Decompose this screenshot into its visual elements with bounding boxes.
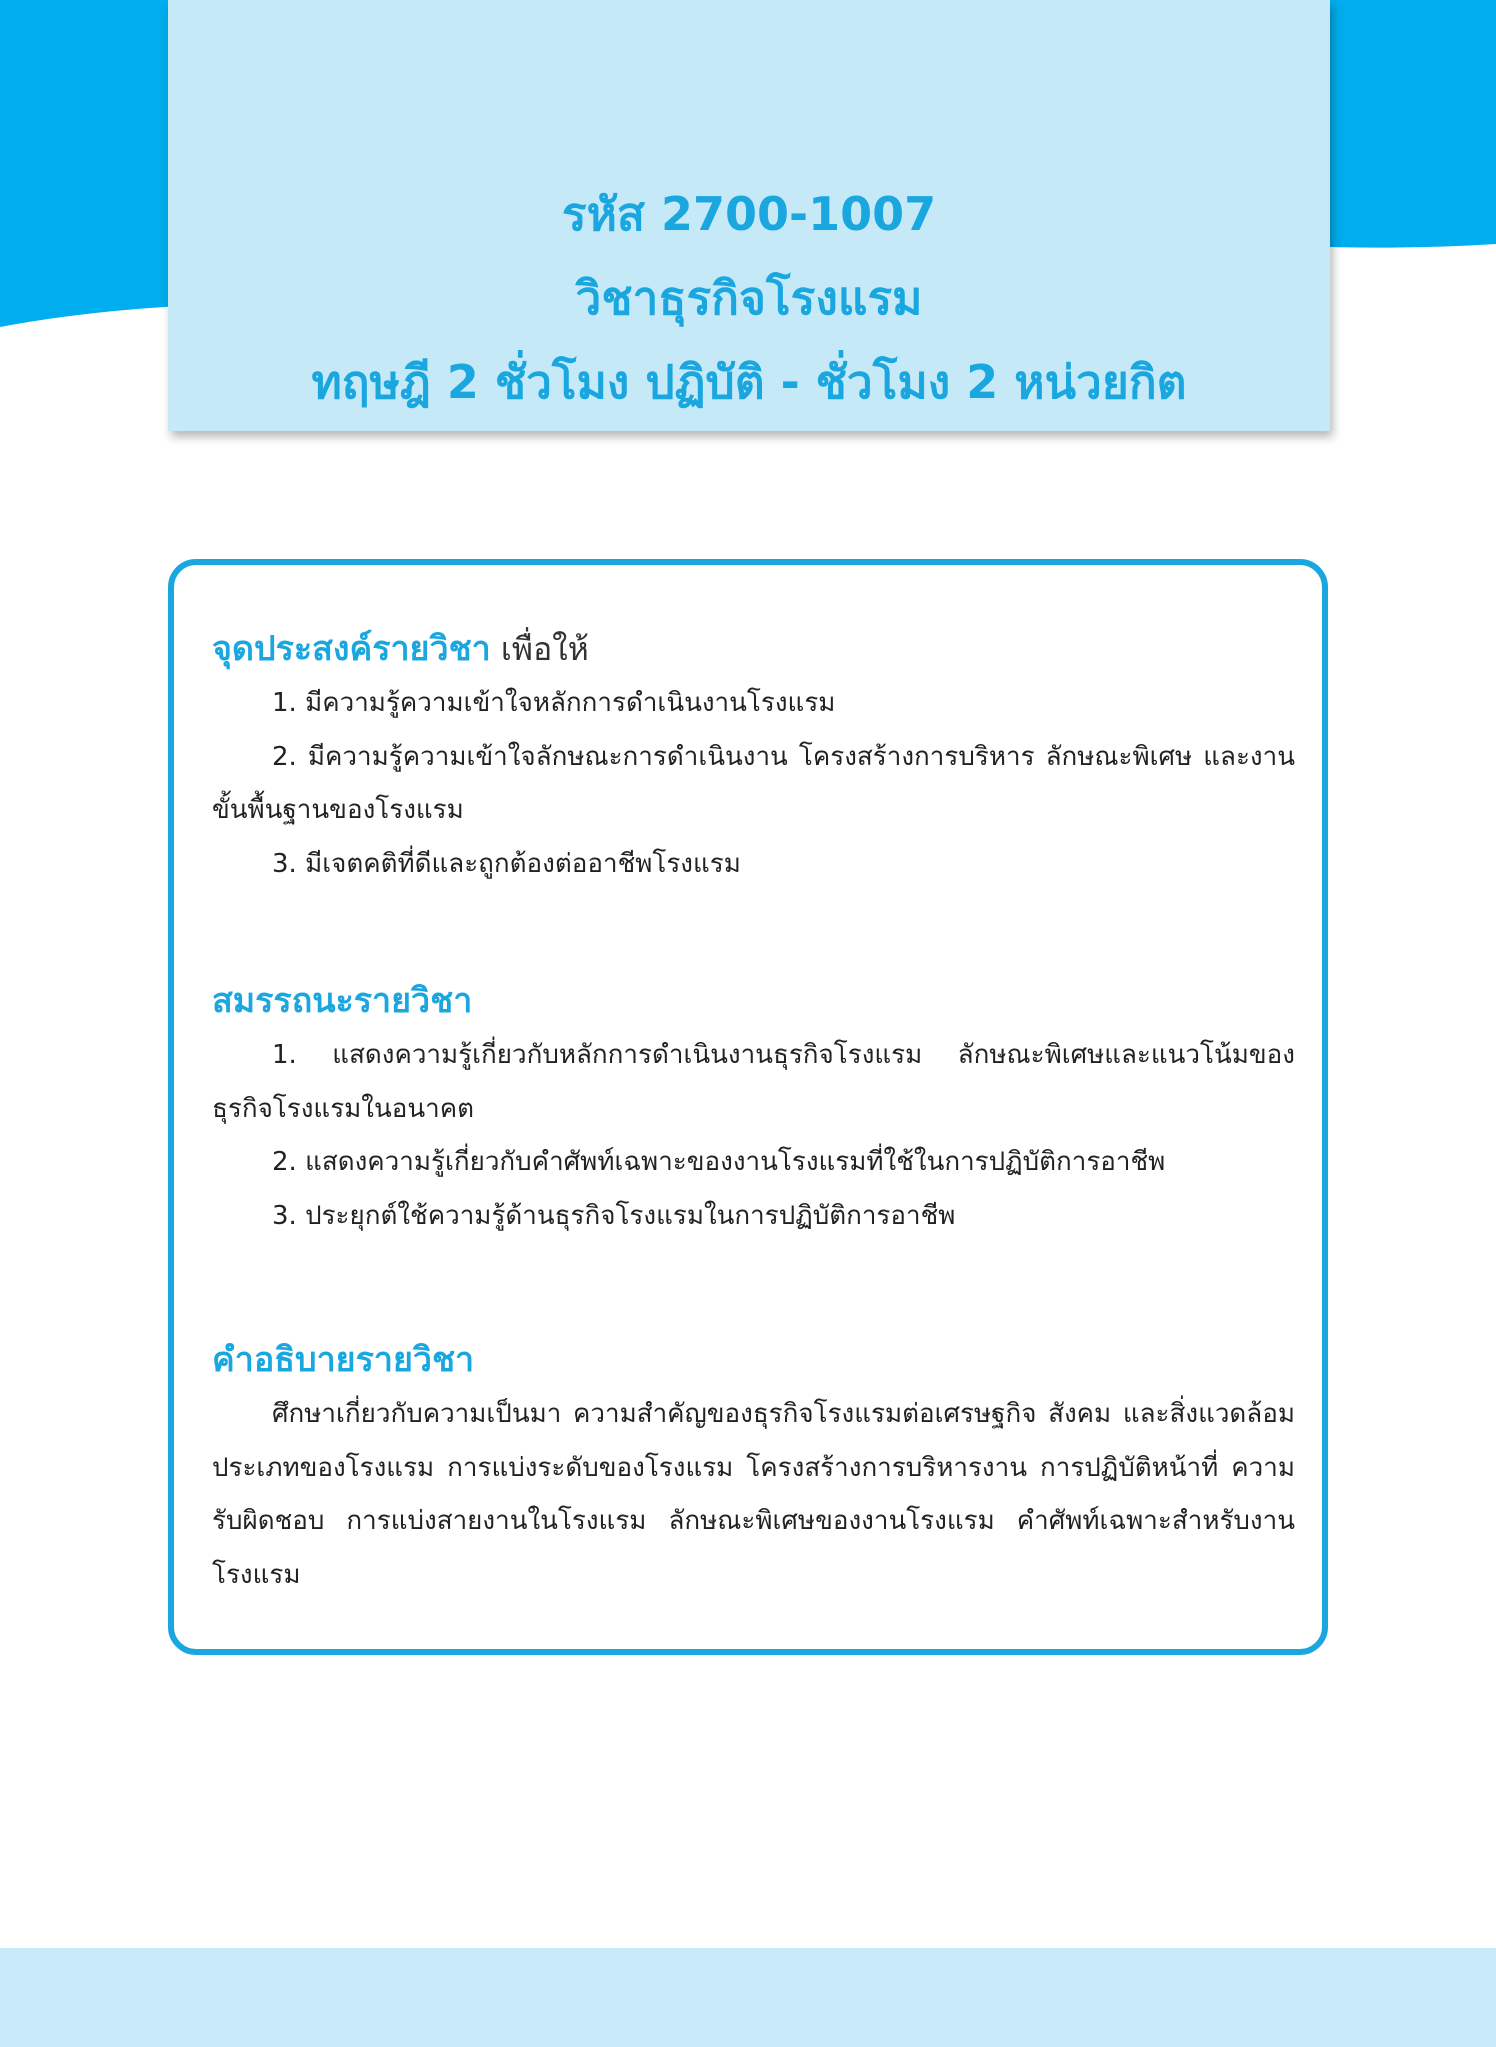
- competencies-section: [212, 973, 1295, 1243]
- competency-item: 2. แสดงความรู้เกี่ยวกับคำศัพท์เฉพาะของงานโรงแรมที่ใช้ในการปฏิบัติการอาชีพ: [272, 1147, 1166, 1177]
- objective-item: 3. มีเจตคติที่ดีและถูกต้องต่ออาชีพโรงแรม: [272, 848, 741, 879]
- objective-item: 2. มีความรู้ความเข้าใจลักษณะการดำเนินงาน โครงสร้างการบริหาร ลักษณะพิเศษ และงานขั้นพื้นฐานของโรงแรม: [212, 741, 1295, 825]
- description-title: คำอธิบายรายวิชา: [212, 1340, 475, 1380]
- competency-item: 3. ประยุกต์ใช้ความรู้ด้านธุรกิจโรงแรมในการปฏิบัติการอาชีพ: [272, 1200, 956, 1231]
- objectives-heading: [212, 621, 1295, 677]
- description-section: [212, 1332, 1295, 1602]
- footer-band: [0, 1948, 1496, 2047]
- competencies-title: สมรรถนะรายวิชา: [212, 981, 473, 1021]
- description-text: ศึกษาเกี่ยวกับความเป็นมา ความสำคัญของธุรกิจโรงแรมต่อเศรษฐกิจ สังคม และสิ่งแวดล้อม ประเภทของโรงแรม การแบ่งระดับของโรงแรม โครงสร้างการบริหารงาน การปฏิบัติหน้าที่ ความรับผิดชอบ การแบ่งสายงานในโรงแรม ลักษณะพิเศษของงานโรงแรม คำศัพท์เฉพาะสำหรับงานโรงแรม: [212, 1399, 1295, 1590]
- course-header: [168, 0, 1330, 431]
- objectives-title: จุดประสงค์รายวิชา: [212, 629, 491, 669]
- objective-item: 1. มีความรู้ความเข้าใจหลักการดำเนินงานโรงแรม: [272, 688, 836, 718]
- course-code: รหัส 2700-1007: [561, 187, 937, 241]
- competencies-heading: [212, 973, 1295, 1029]
- competency-item: 1. แสดงความรู้เกี่ยวกับหลักการดำเนินงานธุรกิจโรงแรม ลักษณะพิเศษและแนวโน้มของธุรกิจโรงแรมในอนาคต: [212, 1040, 1295, 1124]
- objectives-suffix: เพื่อให้: [490, 630, 589, 668]
- objectives-section: [212, 621, 1295, 891]
- course-details-box: [168, 559, 1328, 1655]
- course-subject: วิชาธุรกิจโรงแรม: [575, 271, 923, 325]
- description-heading: [212, 1332, 1295, 1388]
- course-hours: ทฤษฎี 2 ชั่วโมง ปฏิบัติ - ชั่วโมง 2 หน่วยกิต: [311, 355, 1187, 409]
